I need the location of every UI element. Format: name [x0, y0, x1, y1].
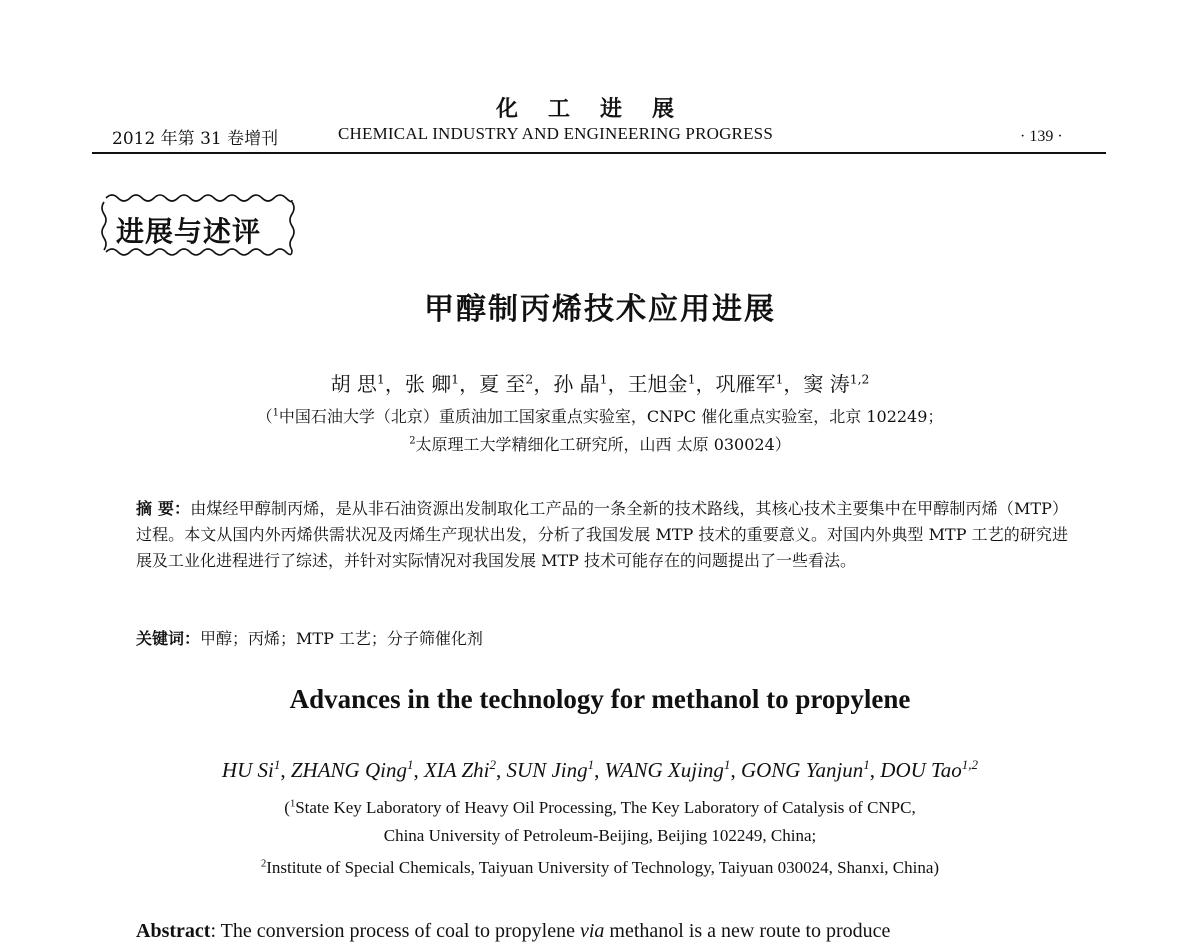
keywords-cn: [136, 626, 483, 649]
author-en: WANG Xujing$^1$: [604, 757, 731, 782]
header-rule: [92, 152, 1106, 154]
authors-cn: 胡 思$^1$，张 卿$^1$，夏 至$^2$，孙 晶$^1$，王旭金$^1$，巩雁军$^1$，窦 涛$^{1,2}$: [330, 371, 870, 396]
affiliation-cn-1: （$^1$中国石油大学（北京）重质油加工国家重点实验室，CNPC 催化重点实验室，北京 102249；: [256, 407, 944, 426]
affiliation-en-3: $^2$Institute of Special Chemicals, Taiyuan University of Technology, Taiyuan 030024, Shanxi, China): [260, 858, 940, 877]
abstract-en-label: Abstract: [136, 920, 211, 942]
author-en: HU Si$^1$: [221, 757, 281, 782]
abstract-en: Abstract: The conversion process of coal to propylene via methanol is a new route to produce: [136, 920, 891, 942]
page-number: · 139 ·: [1020, 128, 1063, 145]
journal-title-cn: 化工进展: [495, 97, 704, 122]
keywords-cn-text: 甲醇；丙烯；MTP 工艺；分子筛催化剂: [200, 629, 483, 648]
author-en: DOU Tao$^{1,2}$: [880, 757, 979, 782]
author-cn: 胡 思$^1$: [330, 371, 385, 396]
issue-info: 2012 年第 31 卷增刊: [112, 129, 279, 149]
title-en: Advances in the technology for methanol to propylene: [289, 684, 911, 714]
author-cn: 张 卿$^1$: [404, 371, 460, 396]
author-cn: 巩雁军$^1$: [715, 371, 784, 396]
authors-en: HU Si$^1$, ZHANG Qing$^1$, XIA Zhi$^2$, SUN Jing$^1$, WANG Xujing$^1$, GONG Yanjun$^1$, DOU Tao$^{1,2}$: [221, 757, 979, 782]
affiliation-cn-2: $^2$太原理工大学精细化工研究所，山西 太原 030024）: [409, 435, 791, 454]
author-cn: 孙 晶$^1$: [553, 371, 608, 396]
author-cn: 夏 至$^2$: [479, 371, 534, 396]
abstract-cn: [136, 496, 1068, 574]
affiliation-en-2: China University of Petroleum-Beijing, Beijing 102249, China;: [383, 826, 817, 845]
keywords-cn-label: 关键词：: [136, 629, 201, 648]
abstract-cn-text: 由煤经甲醇制丙烯，是从非石油资源出发制取化工产品的一条全新的技术路线，其核心技术主要集中在甲醇制丙烯（MTP）过程。本文从国内外丙烯供需状况及丙烯生产现状出发，分析了我国发展 MTP 技术的重要意义。对国内外典型 MTP 工艺的研究进展及工业化进程进行了综述，并针对实际情况对我国发展 MTP 技术可能存在的问题提出了一些看法。: [136, 499, 1068, 570]
title-cn: 甲醇制丙烯技术应用进展: [424, 292, 776, 327]
author-en: ZHANG Qing$^1$: [290, 757, 414, 782]
author-en: XIA Zhi$^2$: [423, 757, 497, 782]
journal-title-en: CHEMICAL INDUSTRY AND ENGINEERING PROGRESS: [338, 124, 773, 143]
abstract-cn-label: 摘 要：: [136, 499, 191, 518]
author-cn: 王旭金$^1$: [627, 371, 696, 396]
section-label: 进展与述评: [116, 215, 262, 248]
author-en: SUN Jing$^1$: [506, 757, 595, 782]
affiliation-en-1: ($^1$State Key Laboratory of Heavy Oil Processing, The Key Laboratory of Catalysis of CNPC,: [284, 798, 916, 817]
author-en: GONG Yanjun$^1$: [740, 757, 870, 782]
author-cn: 窦 涛$^{1,2}$: [803, 371, 870, 396]
